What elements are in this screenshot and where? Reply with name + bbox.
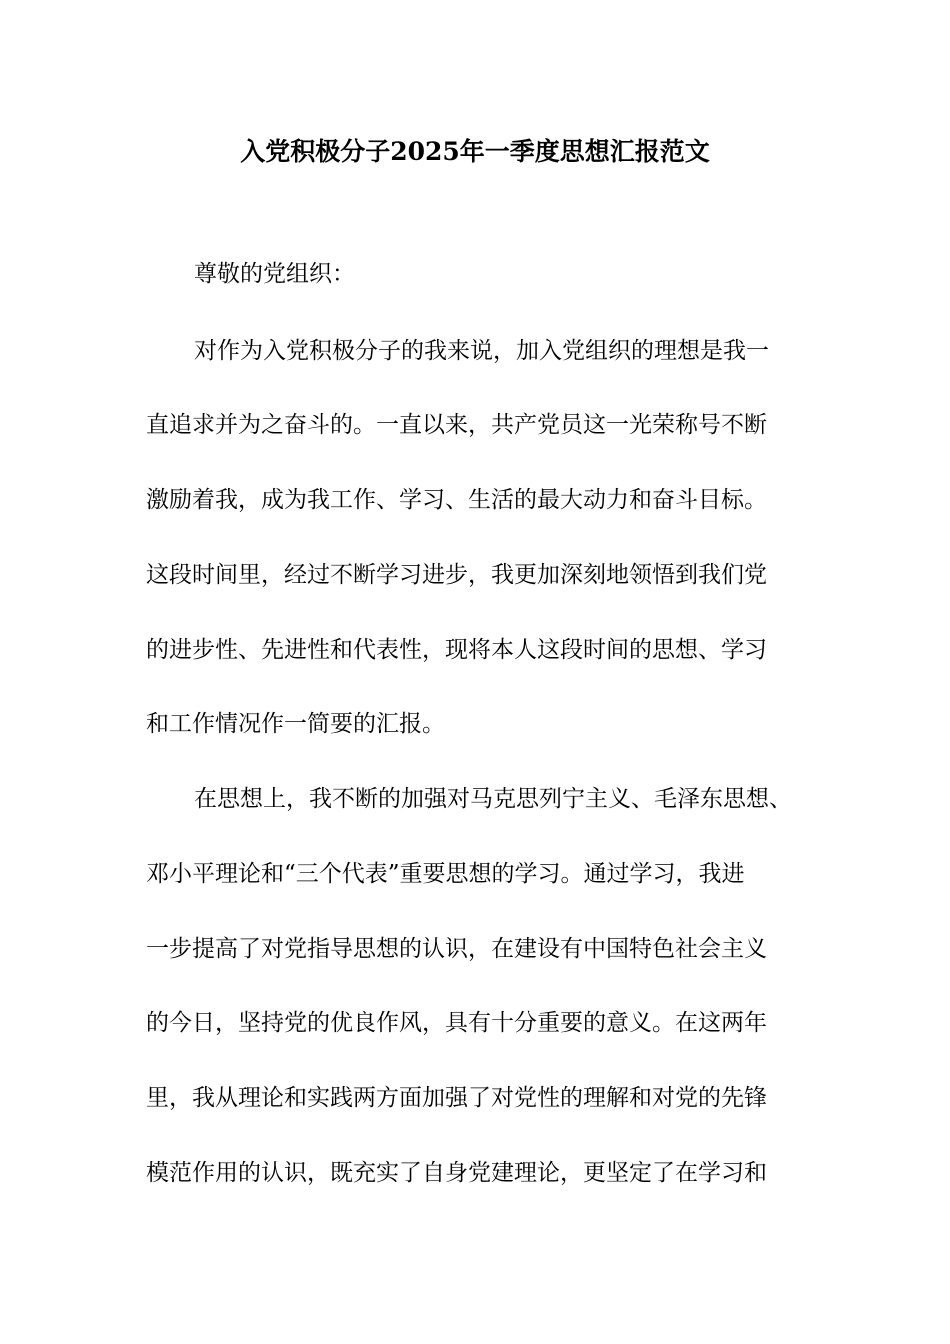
salutation: 尊敬的党组织： — [194, 261, 355, 287]
paragraph-line: 模范作用的认识，既充实了自身党建理论，更坚定了在学习和 — [146, 1160, 767, 1186]
paragraph-line: 的今日，坚持党的优良作风，具有十分重要的意义。在这两年 — [146, 1010, 767, 1036]
paragraph-line: 对作为入党积极分子的我来说，加入党组织的理想是我一 — [194, 338, 769, 364]
paragraph-line: 和工作情况作一简要的汇报。 — [146, 711, 445, 737]
document-title: 入党积极分子2025年一季度思想汇报范文 — [240, 137, 710, 166]
paragraph-line: 的进步性、先进性和代表性，现将本人这段时间的思想、学习 — [146, 637, 767, 663]
paragraph-line: 在思想上，我不断的加强对马克思列宁主义、毛泽东思想、 — [194, 786, 792, 812]
paragraph-line: 激励着我，成为我工作、学习、生活的最大动力和奋斗目标。 — [146, 487, 767, 513]
paragraph-line: 里，我从理论和实践两方面加强了对党性的理解和对党的先锋 — [146, 1085, 767, 1111]
paragraph-line: 这段时间里，经过不断学习进步，我更加深刻地领悟到我们党 — [146, 562, 767, 588]
paragraph-line: 邓小平理论和“三个代表”重要思想的学习。通过学习，我进 — [146, 861, 745, 887]
paragraph-line: 一步提高了对党指导思想的认识，在建设有中国特色社会主义 — [146, 936, 767, 962]
paragraph-line: 直追求并为之奋斗的。一直以来，共产党员这一光荣称号不断 — [146, 412, 767, 438]
